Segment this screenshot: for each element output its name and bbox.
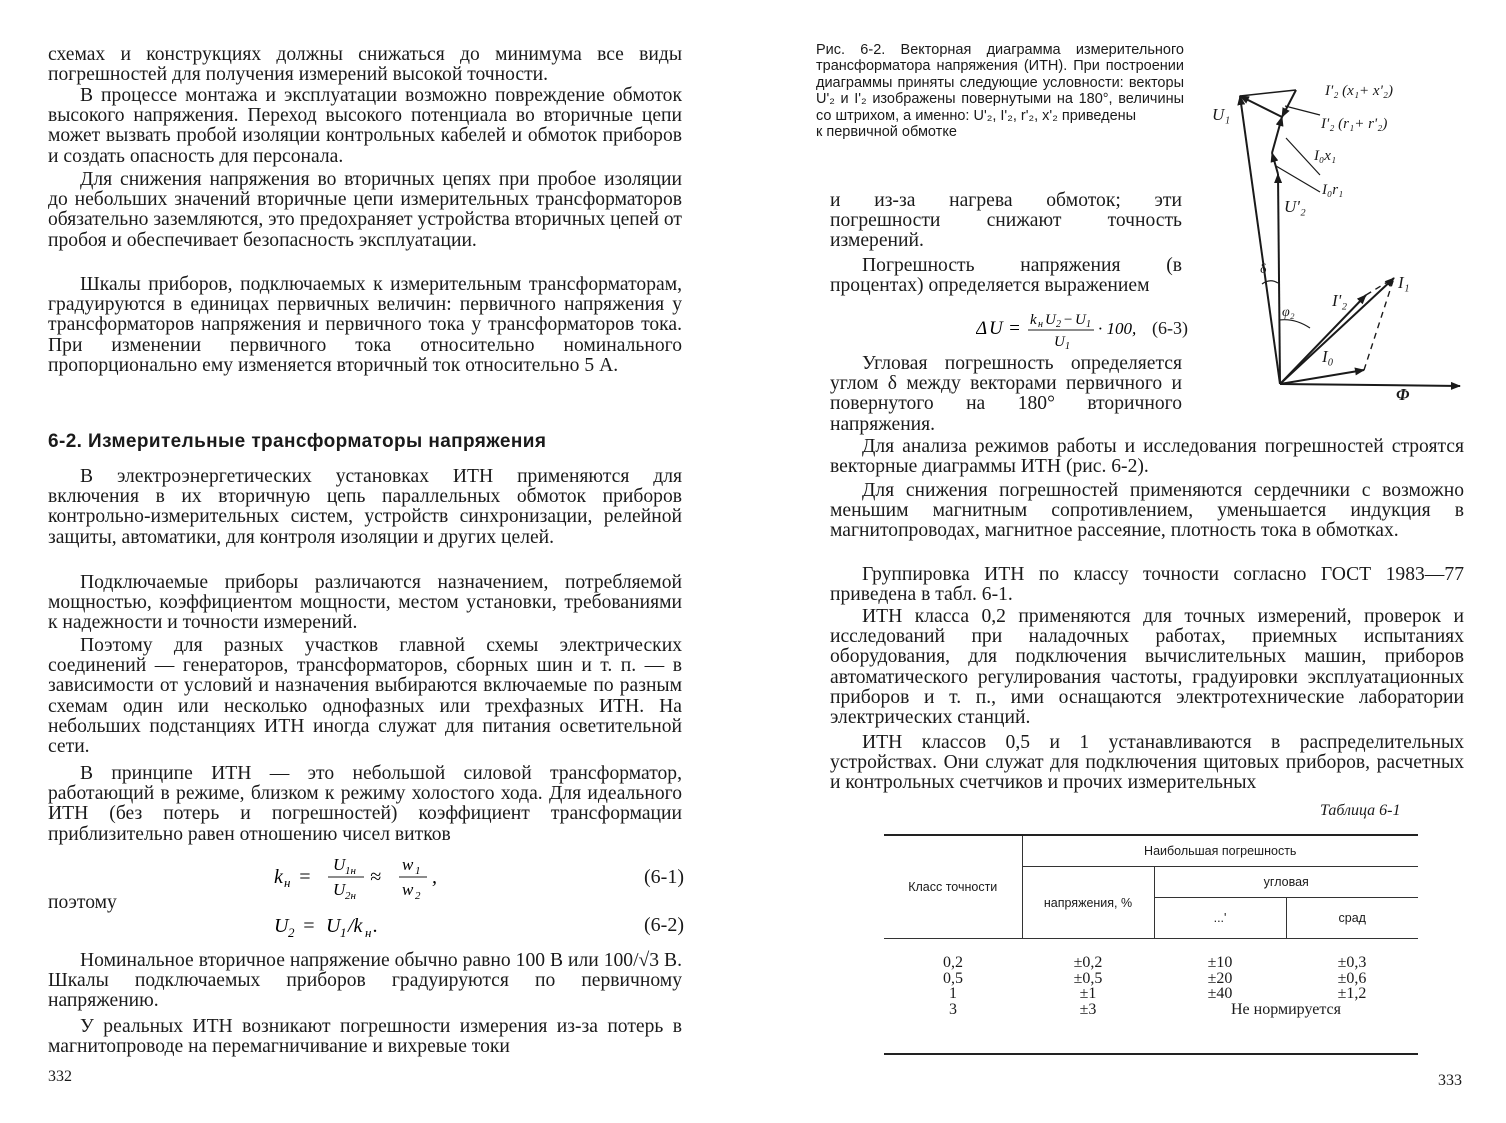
paragraph: Поэтому для разных участков главной схемы электрических соединений — генераторов, трансформаторов, сборных шин и т. п. — в зависимости от условий и назначения выбираются включаемые по разным схемам один или несколько однофазных или трехфазных ИТН. На небольших подстанциях ИТН иногда служат для питания осветительной сети.	[48, 635, 682, 758]
paragraph: и из-за нагрева обмоток; эти погрешности снижают точность измерений.	[830, 190, 1182, 252]
paragraph: Для снижения погрешностей применяются сердечники с возможно меньшим магнитным сопротивлением, уменьшается индукция в магнитопроводах, магнитное рассеяние, плотность тока в обмотках.	[830, 480, 1464, 542]
svg-text:≈: ≈	[370, 866, 381, 888]
svg-text:w: w	[402, 880, 414, 899]
header-angle: угловая	[1154, 867, 1418, 898]
i2x-vector	[1282, 90, 1296, 117]
svg-text:/k: /k	[348, 915, 363, 937]
i2r-vector	[1240, 96, 1282, 117]
svg-text:U: U	[326, 915, 341, 937]
label-i0x1: I₀x₁	[1314, 148, 1337, 164]
formula-delta-u	[976, 310, 1136, 350]
section-heading: 6-2. Измерительные трансформаторы напряжения	[48, 431, 547, 452]
u1-vector	[1240, 96, 1280, 384]
table-cell: ±1,2	[1337, 985, 1367, 1002]
label-i0r1: I₀r₁	[1322, 182, 1344, 198]
svg-text:2н: 2н	[345, 890, 356, 900]
i0x1-vector	[1272, 117, 1282, 153]
header-class: Класс точности	[884, 835, 1022, 939]
svg-text:2: 2	[1056, 319, 1061, 330]
label-phi: Φ	[1396, 385, 1410, 400]
svg-text:· 100,: · 100,	[1098, 319, 1136, 338]
label-u2: U'₂	[1284, 197, 1306, 216]
accuracy-table	[884, 834, 1418, 1055]
u2-vector	[1278, 174, 1280, 384]
svg-text:.: .	[373, 915, 378, 937]
table-cell: ±0,5	[1073, 969, 1103, 987]
label-phi2: φ₂	[1282, 305, 1295, 320]
svg-text:w: w	[402, 855, 414, 874]
svg-text:=: =	[302, 915, 316, 937]
equation-number: (6-1)	[644, 866, 684, 888]
paragraph: Подключаемые приборы различаются назначением, потребляемой мощностью, коэффициентом мощности, местом установки, требованиями к надежности и точности измерений.	[48, 572, 682, 634]
table-cell-not-normed: Не нормируется	[1231, 1000, 1341, 1018]
table-cell: 3	[949, 1000, 957, 1018]
paragraph: В принципе ИТН — это небольшой силовой трансформатор, работающий в режиме, близком к режиму холостого хода. Для идеального ИТН (без потерь и погрешностей) коэффициент трансформации приблизительно равен отношению чисел витков	[48, 763, 682, 845]
page-number: 332	[48, 1068, 72, 1085]
table-cell: ±10	[1207, 954, 1233, 971]
svg-text:н: н	[284, 875, 291, 890]
table-title: Таблица 6-1	[1320, 802, 1401, 819]
closing-line	[1240, 90, 1296, 96]
svg-text:н: н	[1038, 319, 1043, 330]
figure-caption-text: Рис. 6-2. Векторная диаграмма измерительного трансформатора напряжения (ИТН). При построении диаграммы приняты следующие условности: векторы U'₂ и I'₂ изображены повернутыми на 180°, величины со штрихом, а именно: U'₂, I'₂, r'₂, x'₂ приведены	[816, 42, 1184, 124]
svg-text:Δ: Δ	[976, 318, 988, 339]
leader-line	[1285, 106, 1320, 115]
svg-text:U: U	[333, 880, 346, 899]
equation-number: (6-3)	[1152, 318, 1188, 338]
label-i0: I₀	[1322, 347, 1334, 366]
header-voltage: напряжения, %	[1022, 867, 1154, 939]
paragraph: Шкалы приборов, подключаемых к измерительным трансформаторам, градуируются в единицах первичных величин: первичного напряжения у трансформаторов напряжения и первичного тока у трансформаторов тока. При изменении первичного тока относительно номинального пропорционально ему изменяется вторичный ток относительно 5 А.	[48, 274, 682, 376]
header-minutes: ...'	[1154, 898, 1286, 939]
svg-text:1н: 1н	[345, 865, 356, 877]
header-crad: срад	[1286, 898, 1418, 939]
label-u1: U₁	[1212, 105, 1231, 124]
table-cell: ±1	[1079, 985, 1097, 1002]
label-i2: I'₂	[1332, 291, 1348, 310]
phi-vector	[1280, 384, 1460, 386]
phi2-arc	[1279, 320, 1310, 328]
paragraph: Для снижения напряжения во вторичных цепях при пробое изоляции до небольших значений вторичные цепи измерительных трансформаторов обязательно заземляются, это предохраняет устройства вторичных цепей от пробоя и обеспечивает безопасность эксплуатации.	[48, 169, 682, 251]
label-i1: I₁	[1398, 273, 1410, 292]
paragraph: Для анализа режимов работы и исследования погрешностей строятся векторные диаграммы ИТН (рис. 6-2).	[830, 436, 1464, 478]
svg-text:=: =	[1008, 318, 1021, 339]
svg-text:U: U	[1075, 312, 1086, 328]
svg-text:н: н	[365, 925, 372, 940]
paragraph: Погрешность напряжения (в процентах) определяется выражением	[830, 255, 1182, 297]
figure-caption	[816, 42, 1184, 140]
table-cell: ±40	[1207, 985, 1233, 1002]
paragraph: поэтому	[48, 892, 117, 913]
left-page	[0, 0, 740, 1123]
svg-text:U: U	[1045, 312, 1056, 328]
svg-text:=: =	[298, 866, 312, 888]
label-delta: δ	[1260, 262, 1267, 277]
paragraph: ИТН класса 0,2 применяются для точных измерений, проверок и исследований при наладочных работах, приемных испытаниях оборудования, для подключения вычислительных машин, приборов автоматического регулирования частоты, градуировки эксплуатационных приборов и т. п., ими оснащаются электротехнические лаборатории электрических станций.	[830, 606, 1464, 729]
svg-text:1: 1	[1086, 319, 1091, 330]
equation-6-2	[272, 910, 684, 940]
equation-number: (6-2)	[644, 914, 684, 936]
label-i2r: I'₂ (r₁+ r'₂)	[1321, 116, 1388, 132]
table-cell: ±0,3	[1337, 954, 1367, 971]
voltage-column	[1022, 939, 1154, 1055]
paragraph: В электроэнергетических установках ИТН применяются для включения в их вторичную цепь параллельных обмоток приборов контрольно-измерительных систем, устройств синхронизации, релейной защиты, автоматики, для контроля изоляции и других целей.	[48, 466, 682, 548]
svg-text:−: −	[1063, 312, 1074, 328]
class-column	[884, 939, 1022, 1055]
svg-text:U: U	[1054, 334, 1065, 350]
table-cell: ±0,2	[1073, 954, 1103, 971]
svg-text:U: U	[989, 318, 1003, 339]
svg-text:U: U	[274, 915, 289, 937]
table-cell: ±20	[1207, 969, 1233, 987]
svg-text:k: k	[1030, 312, 1037, 328]
equation-6-1	[272, 852, 684, 900]
svg-text:1: 1	[340, 925, 347, 940]
equation-6-3	[976, 310, 1188, 350]
svg-text:2: 2	[288, 925, 295, 940]
paragraph: ИТН классов 0,5 и 1 устанавливаются в распределительных устройствах. Они служат для подключения щитовых приборов, расчетных и контрольных счетчиков и прочих измерительных	[830, 732, 1464, 794]
formula-u2	[272, 910, 432, 940]
page-number: 333	[1438, 1072, 1462, 1089]
table-cell: ±0,6	[1337, 969, 1367, 987]
label-i2x: I'₂ (x₁+ x'₂)	[1325, 83, 1393, 99]
vector-diagram	[1210, 70, 1506, 400]
angle-columns	[1154, 939, 1418, 1055]
header-max-error: Наибольшая погрешность	[1022, 835, 1418, 867]
svg-text:,: ,	[432, 866, 437, 888]
figure-caption-tail: к первичной обмотке	[816, 124, 957, 141]
paragraph: У реальных ИТН возникают погрешности измерения из-за потерь в магнитопроводе на перемагничивание и вихревые токи	[48, 1016, 682, 1058]
svg-text:2: 2	[415, 890, 421, 900]
svg-text:1: 1	[1065, 341, 1070, 350]
table-cell: ±3	[1079, 1000, 1097, 1018]
table-cell: 0,2	[943, 954, 963, 971]
leader-line	[1276, 166, 1320, 192]
paragraph: В процессе монтажа и эксплуатации возможно повреждение обмоток высокого напряжения. Переход высокого потенциала во вторичные цепи может вызвать пробой изоляции контрольных кабелей и обмоток приборов и создать опасность для персонала.	[48, 85, 682, 167]
paragraph: Номинальное вторичное напряжение обычно равно 100 В или 100/√3 В. Шкалы подключаемых приборов градуируются по первичному напряжению.	[48, 950, 682, 1012]
paragraph: схемах и конструкциях должны снижаться до минимума все виды погрешностей для получения измерений высокой точности.	[48, 44, 682, 86]
paragraph: Угловая погрешность определяется углом δ между векторами первичного и повернутого на 180° вторичного напряжения.	[830, 353, 1182, 435]
formula-kn	[272, 852, 472, 900]
right-page	[760, 0, 1506, 1123]
svg-text:1: 1	[415, 865, 421, 877]
delta-arc	[1262, 281, 1278, 284]
table-cell: 1	[949, 985, 957, 1002]
i0r1-vector	[1272, 153, 1278, 174]
svg-text:U: U	[333, 855, 346, 874]
paragraph: Группировка ИТН по классу точности согласно ГОСТ 1983—77 приведена в табл. 6-1.	[830, 564, 1464, 606]
table-row	[884, 939, 1418, 1055]
svg-text:k: k	[274, 866, 283, 888]
table-cell: 0,5	[943, 969, 963, 987]
